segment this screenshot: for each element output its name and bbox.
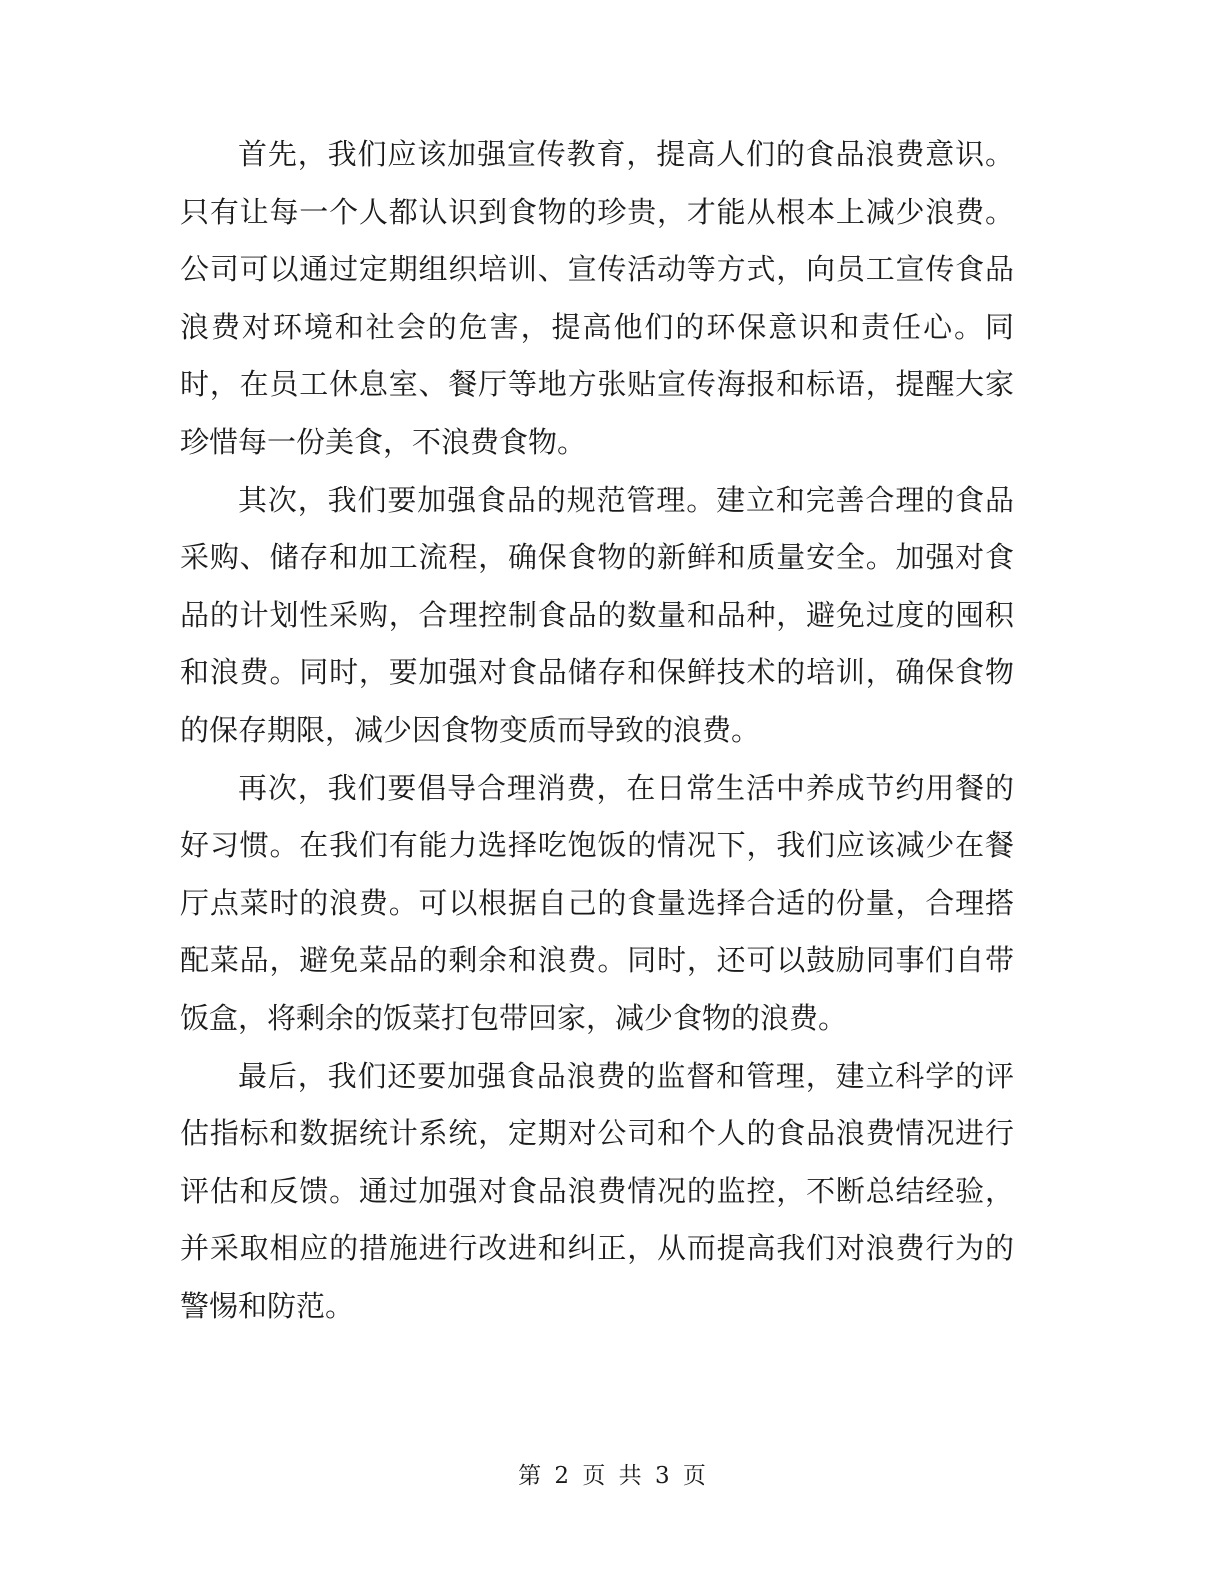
page-footer: 第 2 页 共 3 页 (518, 1463, 706, 1489)
document-body (180, 126, 1014, 1335)
paragraph-2: 其次，我们要加强食品的规范管理。建立和完善合理的食品采购、储存和加工流程，确保食物的新鲜和质量安全。加强对食品的计划性采购，合理控制食品的数量和品种，避免过度的囤积和浪费。同时，要加强对食品储存和保鲜技术的培训，确保食物的保存期限，减少因食物变质而导致的浪费。 (180, 482, 1014, 747)
paragraph-1: 首先，我们应该加强宣传教育，提高人们的食品浪费意识。只有让每一个人都认识到食物的珍贵，才能从根本上减少浪费。公司可以通过定期组织培训、宣传活动等方式，向员工宣传食品浪费对环境和社会的危害，提高他们的环保意识和责任心。同时，在员工休息室、餐厅等地方张贴宣传海报和标语，提醒大家珍惜每一份美食，不浪费食物。 (180, 137, 1014, 459)
paragraph-3: 再次，我们要倡导合理消费，在日常生活中养成节约用餐的好习惯。在我们有能力选择吃饱饭的情况下，我们应该减少在餐厅点菜时的浪费。可以根据自己的食量选择合适的份量，合理搭配菜品，避免菜品的剩余和浪费。同时，还可以鼓励同事们自带饭盒，将剩余的饭菜打包带回家，减少食物的浪费。 (180, 770, 1014, 1035)
paragraph-4: 最后，我们还要加强食品浪费的监督和管理，建立科学的评估指标和数据统计系统，定期对公司和个人的食品浪费情况进行评估和反馈。通过加强对食品浪费情况的监控，不断总结经验，并采取相应的措施进行改进和纠正，从而提高我们对浪费行为的警惕和防范。 (180, 1058, 1014, 1323)
